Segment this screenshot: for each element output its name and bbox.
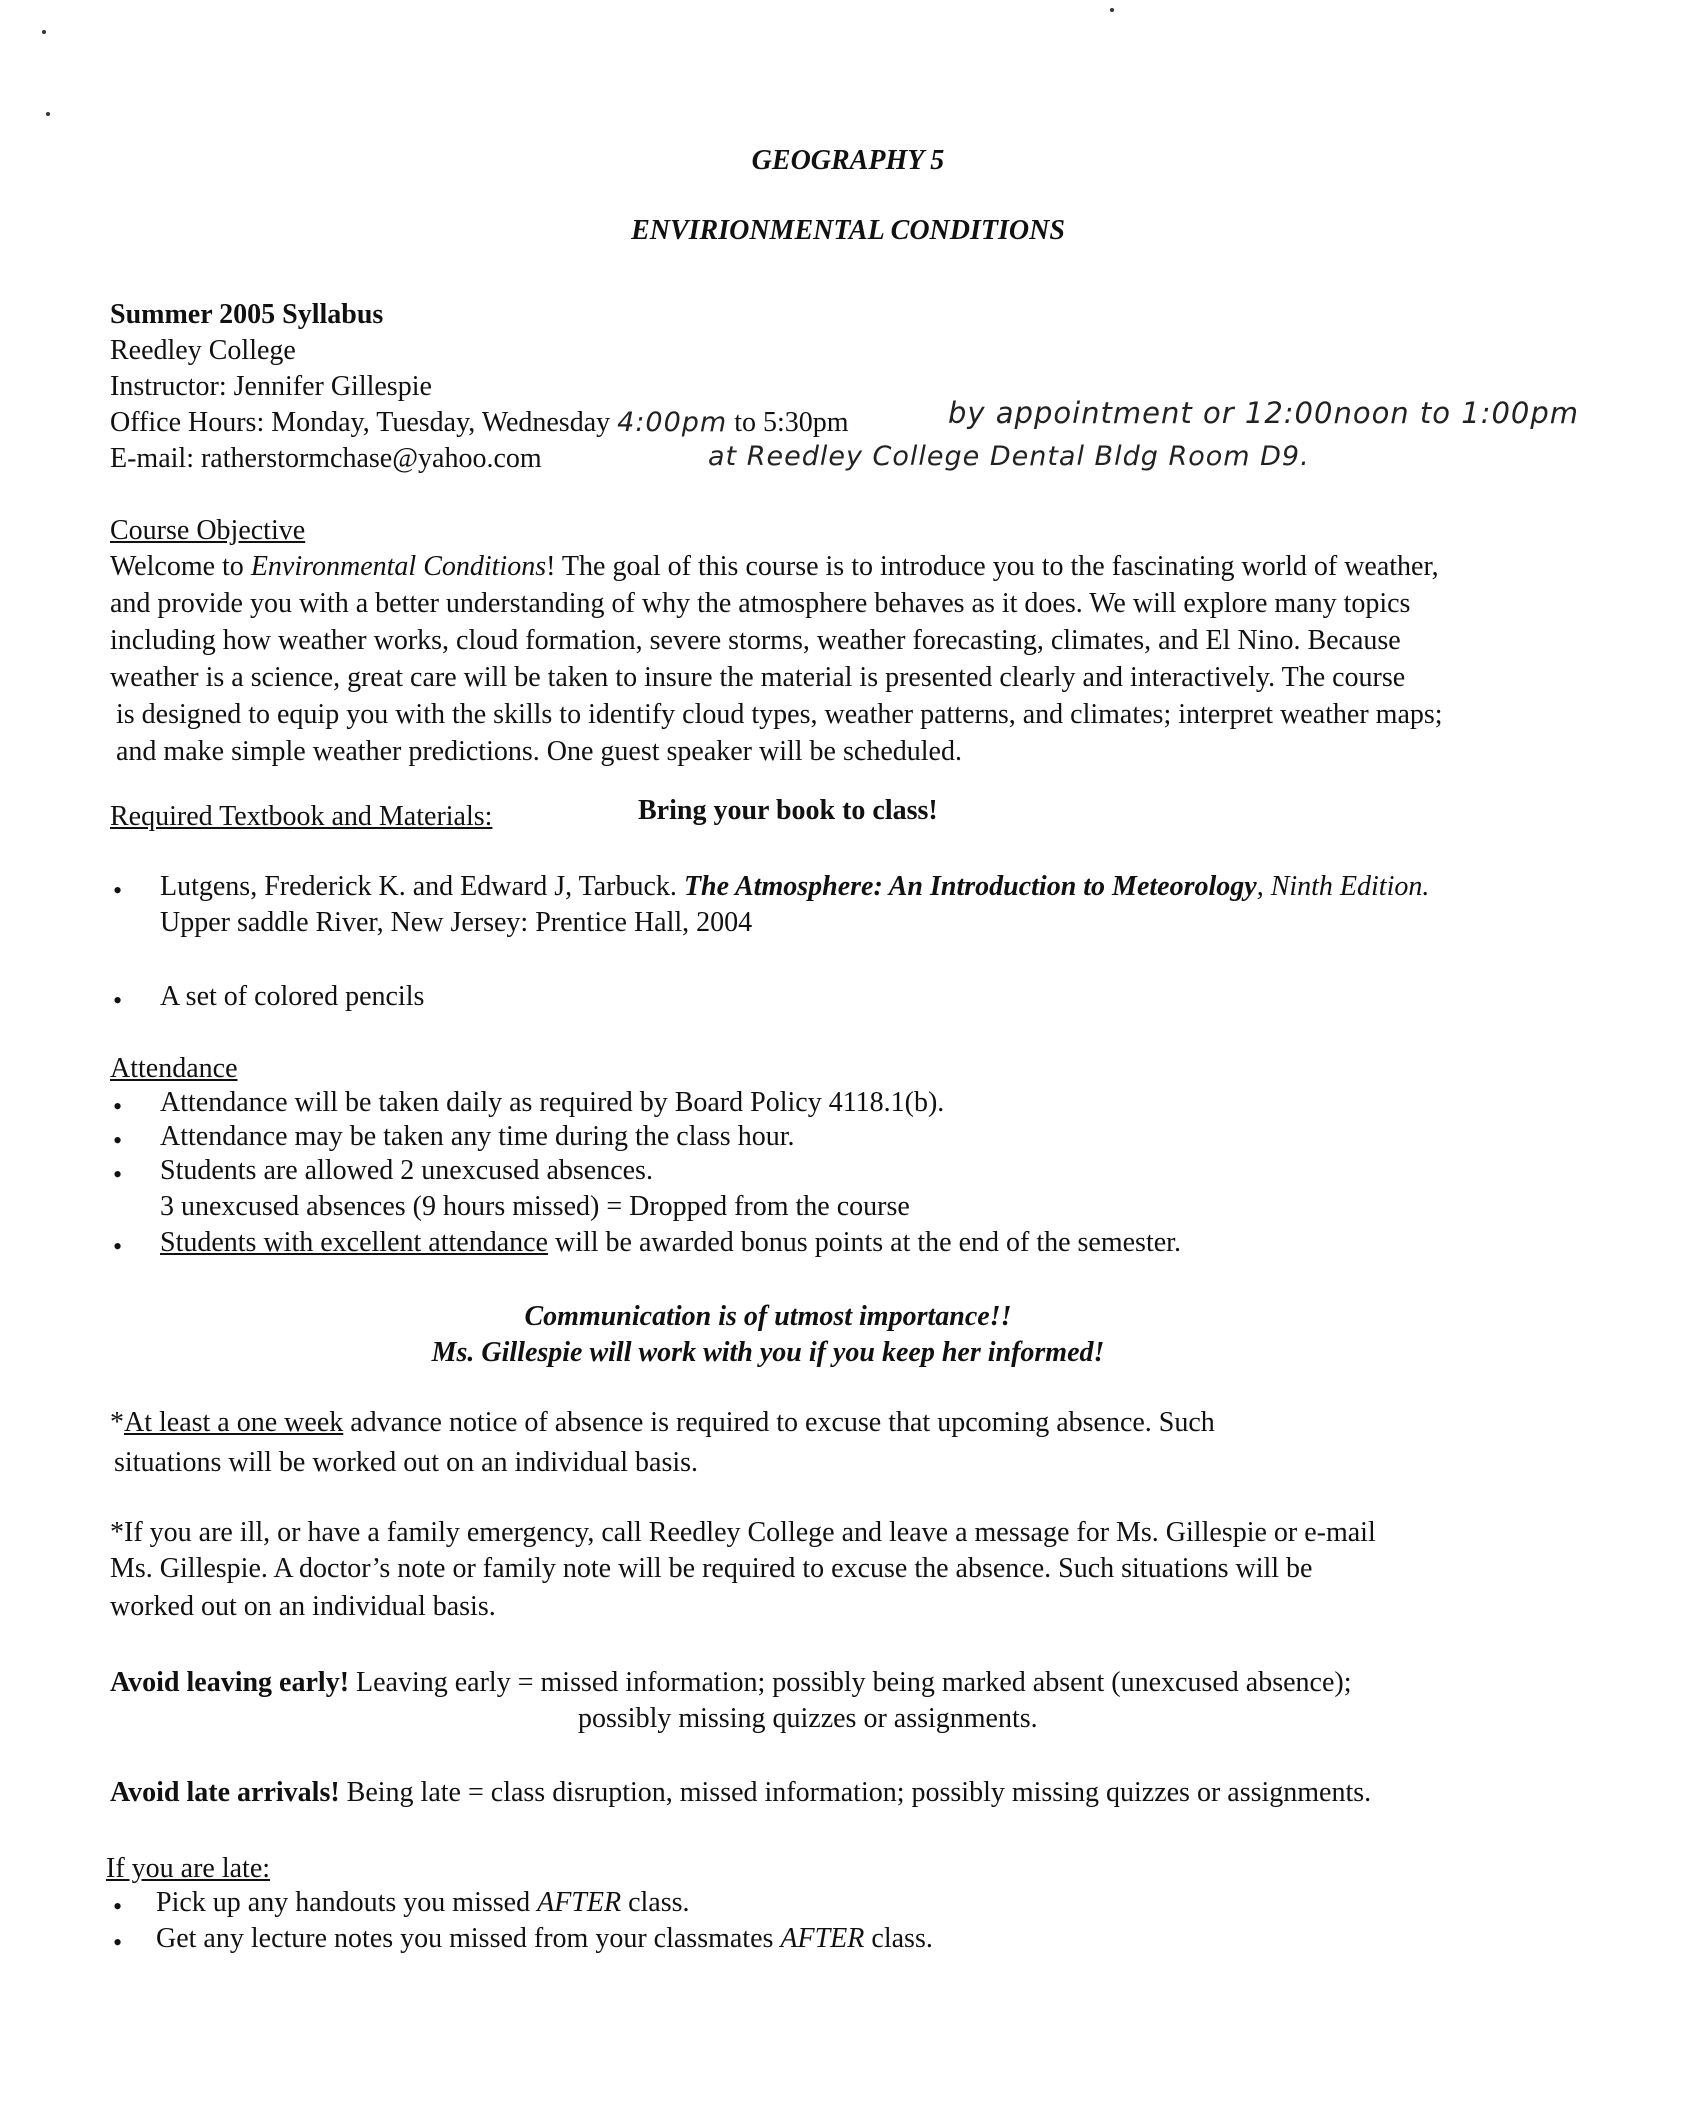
course-subtitle: ENVIRIONMENTAL CONDITIONS [631,215,1065,246]
illness-line-3: worked out on an individual basis. [110,1591,496,1622]
bullet-icon: • [113,1092,123,1121]
course-title: GEOGRAPHY 5 [751,145,945,176]
attendance-item: Attendance may be taken any time during the class hour. [160,1121,795,1152]
objective-line: and provide you with a better understanding of why the atmosphere behaves as it does. We will explore many topics [110,588,1411,619]
email-address[interactable]: ratherstormchase@yahoo.com [200,443,542,474]
office-hours-start-handwritten: 4:00pm [617,407,728,438]
attendance-item: Students with excellent attendance will be awarded bonus points at the end of the semester. [160,1227,1181,1258]
materials-item: A set of colored pencils [160,981,425,1012]
instructor-line [110,370,432,404]
email-line [110,442,542,476]
one-week-underlined: At least a one week [124,1407,344,1438]
objective-heading: Course Objective [110,515,306,546]
objective-line: Welcome to Environmental Conditions! The goal of this course is to introduce you to the fascinating world of weather, [110,551,1439,582]
bullet-icon: • [113,1232,123,1261]
excellent-attendance-underlined: Students with excellent attendance [160,1227,548,1258]
objective-line: and make simple weather predictions. One guest speaker will be scheduled. [116,736,962,767]
attendance-subitem: 3 unexcused absences (9 hours missed) = Dropped from the course [160,1191,910,1222]
bullet-icon: • [113,986,123,1015]
office-hours-days: Monday, Tuesday, Wednesday [271,407,611,438]
illness-line-1: *If you are ill, or have a family emergency, call Reedley College and leave a message for Ms. Gillespie or e-mail [110,1517,1376,1548]
communication-line-1: Communication is of utmost importance!! [524,1301,1012,1332]
office-hours-line [110,406,849,440]
bullet-icon: • [113,1892,123,1921]
if-late-item: Pick up any handouts you missed AFTER class. [156,1887,690,1918]
office-hours-end: 5:30pm [763,407,849,438]
course-name-italic: Environmental Conditions [250,551,547,582]
instructor-name: Jennifer Gillespie [233,371,432,402]
leaving-early-bold: Avoid leaving early! [110,1667,350,1698]
textbook-heading: Required Textbook and Materials: [110,801,493,832]
scan-speck [1110,8,1114,12]
objective-line: weather is a science, great care will be taken to insure the material is presented clearly and interactively. The course [110,662,1406,693]
location-handwritten-note: at Reedley College Dental Bldg Room D9. [708,441,1310,472]
book-authors: Lutgens, Frederick K. and Edward J, Tarbuck. [160,871,677,902]
office-hours-handwritten-note: by appointment or 12:00noon to 1:00pm [948,396,1580,430]
leaving-early-line-1: Avoid leaving early! Leaving early = missed information; possibly being marked absent (unexcused absence); [110,1667,1352,1698]
scan-speck [46,112,50,116]
bullet-icon: • [113,1928,123,1957]
leaving-early-line-2: possibly missing quizzes or assignments. [578,1703,1038,1734]
bullet-icon: • [113,1160,123,1189]
office-hours-to: to [734,407,756,438]
book-title: The Atmosphere: An Introduction to Meteorology [683,871,1257,902]
office-hours-label: Office Hours: [110,407,265,438]
textbook-citation [160,870,1429,904]
bullet-icon: • [113,876,123,905]
attendance-item: Attendance will be taken daily as required by Board Policy 4118.1(b). [160,1087,945,1118]
book-edition: , Ninth Edition. [1256,871,1430,902]
instructor-label: Instructor: [110,371,227,402]
communication-line-2: Ms. Gillespie will work with you if you keep her informed! [431,1337,1105,1368]
illness-line-2: Ms. Gillespie. A doctor’s note or family note will be required to excuse the absence. Such situations will be [110,1553,1313,1584]
bullet-icon: • [113,1126,123,1155]
attendance-item: Students are allowed 2 unexcused absences. [160,1155,653,1186]
notice-line-2: situations will be worked out on an individual basis. [114,1447,699,1478]
email-label: E-mail: [110,443,194,474]
syllabus-term: Summer 2005 Syllabus [110,299,384,330]
book-publisher: Upper saddle River, New Jersey: Prentice Hall, 2004 [160,907,753,938]
objective-line: including how weather works, cloud formation, severe storms, weather forecasting, climates, and El Nino. Because [110,625,1401,656]
if-late-item: Get any lecture notes you missed from your classmates AFTER class. [156,1923,933,1954]
objective-line: is designed to equip you with the skills to identify cloud types, weather patterns, and climates; interpret weather maps; [116,699,1443,730]
college-name: Reedley College [110,335,296,366]
textbook-note: Bring your book to class! [638,795,938,826]
notice-line-1: *At least a one week advance notice of absence is required to excuse that upcoming absence. Such [110,1407,1215,1438]
if-late-heading: If you are late: [106,1853,271,1884]
late-arrivals-bold: Avoid late arrivals! [110,1777,340,1808]
attendance-heading: Attendance [110,1053,238,1084]
late-arrivals-line: Avoid late arrivals! Being late = class disruption, missed information; possibly missing quizzes or assignments. [110,1777,1372,1808]
scan-speck [42,30,46,34]
